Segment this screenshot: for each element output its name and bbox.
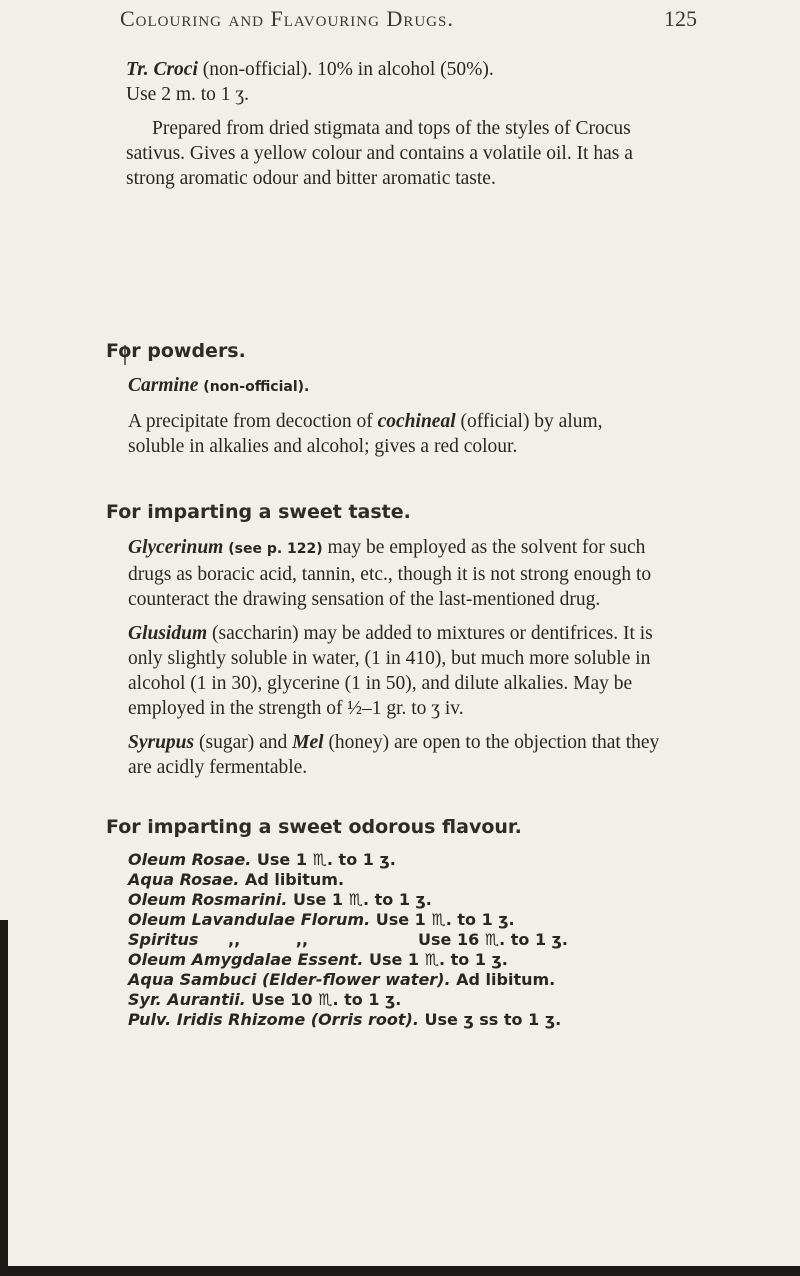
item-use: Use 10 ♏. to 1 ʒ.: [245, 990, 402, 1009]
running-title: Colouring and Flavouring Drugs.: [120, 6, 454, 31]
carmine-desc-cochineal: cochineal: [377, 411, 456, 432]
item-use: Use 1 ♏. to 1 ʒ.: [363, 950, 508, 969]
syrupus-name: Syrupus: [128, 732, 195, 753]
item-ditto: ,, ,,: [228, 930, 309, 949]
list-item: [128, 990, 661, 1010]
item-use: Use 1 ♏. to 1 ʒ.: [287, 890, 432, 909]
list-item: [128, 850, 661, 870]
glusidum-entry: [106, 621, 661, 721]
powders-heading: For powders.: [106, 340, 246, 362]
glusidum-name: Glusidum: [128, 623, 208, 644]
list-item: [128, 1010, 661, 1030]
mel-name: Mel: [292, 732, 324, 753]
glycerinum-name: Glycerinum: [128, 537, 224, 558]
item-use: Ad libitum.: [239, 870, 345, 889]
sweet-heading: For imparting a sweet taste.: [106, 501, 411, 523]
carmine-status: (non-official).: [198, 379, 310, 395]
item-use: Use 1 ♏. to 1 ʒ.: [251, 850, 396, 869]
list-item: [128, 930, 661, 950]
glycerinum-desc: may be employed as the solvent for such drugs as boracic acid, tannin, etc., though it is not strong enough to counteract the drawing sensation of the last-mentioned drug.: [128, 537, 652, 610]
croci-entry: [126, 57, 661, 191]
list-item: [128, 890, 661, 910]
item-name: Oleum Amygdalae Essent.: [128, 950, 364, 969]
croci-status: (non-official). 10% in alcohol (50%).: [197, 59, 494, 80]
syrupus-mid: (sugar) and: [194, 732, 293, 753]
glusidum-desc: (saccharin) may be added to mixtures or dentifrices. It is only slightly soluble in water, (1 in 410), but much more soluble in alcohol (1 in 30), glycerine (1 in 50), and dilute alkalies. May be employed in the strength of ½–1 gr. to ʒ iv.: [128, 623, 653, 719]
carmine-desc-a: A precipitate from decoction of: [128, 411, 378, 432]
item-use: Use ʒ ss to 1 ʒ.: [418, 1010, 562, 1029]
item-name: Spiritus: [128, 930, 199, 949]
item-use: Use 16 ♏. to 1 ʒ.: [418, 930, 569, 949]
item-name: Oleum Rosae.: [128, 850, 252, 869]
item-name: Aqua Rosae.: [128, 870, 240, 889]
item-name: Oleum Lavandulae Florum.: [128, 910, 371, 929]
item-use: Use 1 ♏. to 1 ʒ.: [370, 910, 515, 929]
list-item: [128, 970, 661, 990]
croci-use: Use 2 m. to 1 ʒ.: [126, 84, 249, 105]
syrupus-entry: [106, 730, 661, 780]
sweet-section: [106, 500, 661, 780]
page-number: 125: [664, 6, 697, 31]
odorous-list: [106, 850, 661, 1030]
page-edge-bottom: [0, 1266, 800, 1276]
item-name: Oleum Rosmarini.: [128, 890, 288, 909]
glycerinum-entry: [106, 535, 661, 612]
list-item: [128, 870, 661, 890]
item-name: Aqua Sambuci (Elder-flower water).: [128, 970, 451, 989]
list-item: [128, 950, 661, 970]
powders-section: [106, 339, 661, 459]
syrupus-desc: (honey) are open to the objection that they are acidly fermentable.: [128, 732, 660, 778]
carmine-desc-c: (official) by alum, soluble in alkalies and alcohol; gives a red colour.: [128, 411, 603, 457]
carmine-desc: [106, 409, 661, 459]
page-edge-shadow: [0, 920, 8, 1270]
list-item: [128, 910, 661, 930]
item-use: Ad libitum.: [450, 970, 556, 989]
croci-desc: Prepared from dried stigmata and tops of the styles of Crocus sativus. Gives a yellow colour and contains a volatile oil. It has a strong aromatic odour and bitter aromatic taste.: [126, 118, 633, 189]
croci-name: Tr. Croci: [126, 59, 198, 80]
odorous-heading: For imparting a sweet odorous flavour.: [106, 816, 522, 838]
glycerinum-ref: (see p. 122): [223, 541, 323, 557]
carmine-name: Carmine: [128, 375, 199, 396]
item-name: Pulv. Iridis Rhizome (Orris root).: [128, 1010, 419, 1029]
odorous-section: [106, 815, 661, 1030]
item-name: Syr. Aurantii.: [128, 990, 246, 1009]
